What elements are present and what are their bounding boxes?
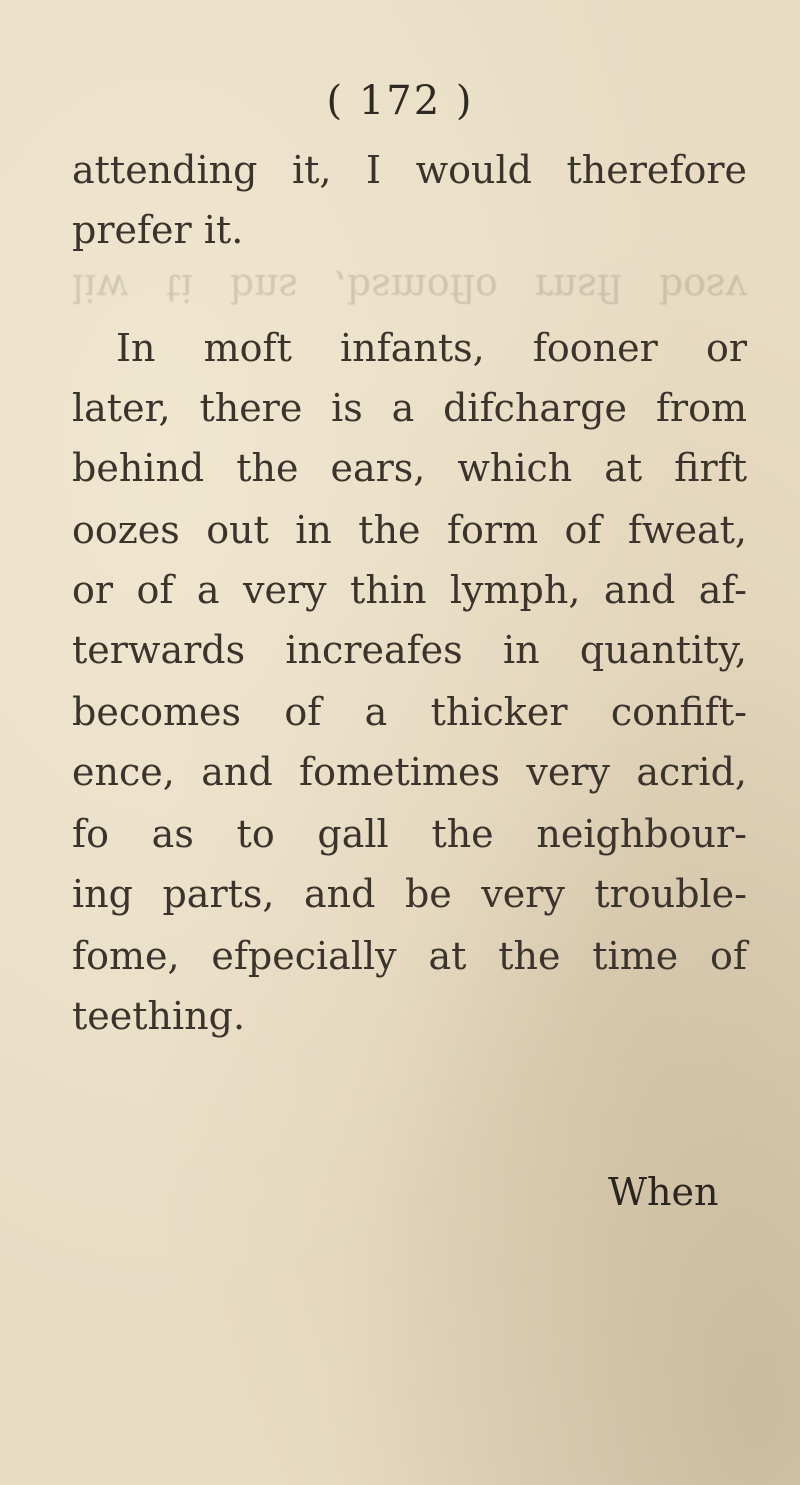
text-line-4: later, there is a difcharge from — [72, 386, 747, 430]
text-line-14: teething. — [72, 994, 246, 1038]
text-line-5: behind the ears, which at firft — [72, 446, 747, 490]
text-line-1: attending it, I would therefore — [72, 148, 747, 192]
text-line-12: ing parts, and be very trouble- — [72, 872, 747, 916]
text-line-9: becomes of a thicker confift- — [72, 690, 747, 734]
page-number: ( 172 ) — [326, 78, 474, 124]
text-line-2: prefer it. — [72, 208, 244, 252]
text-line-7: or of a very thin lymph, and af- — [72, 568, 747, 612]
text-line-8: terwards increafes in quantity, — [72, 628, 747, 672]
text-line-3: In moft infants, fooner or — [116, 326, 747, 370]
text-line-11: fo as to gall the neighbour- — [72, 812, 747, 856]
bleed-through-text: liw ti bns ,bsmoflo rnsfl bosv — [72, 266, 747, 310]
catchword: When — [608, 1170, 719, 1214]
text-line-6: oozes out in the form of fweat, — [72, 508, 747, 552]
text-line-10: ence, and fometimes very acrid, — [72, 750, 747, 794]
text-line-13: fome, efpecially at the time of — [72, 934, 747, 978]
